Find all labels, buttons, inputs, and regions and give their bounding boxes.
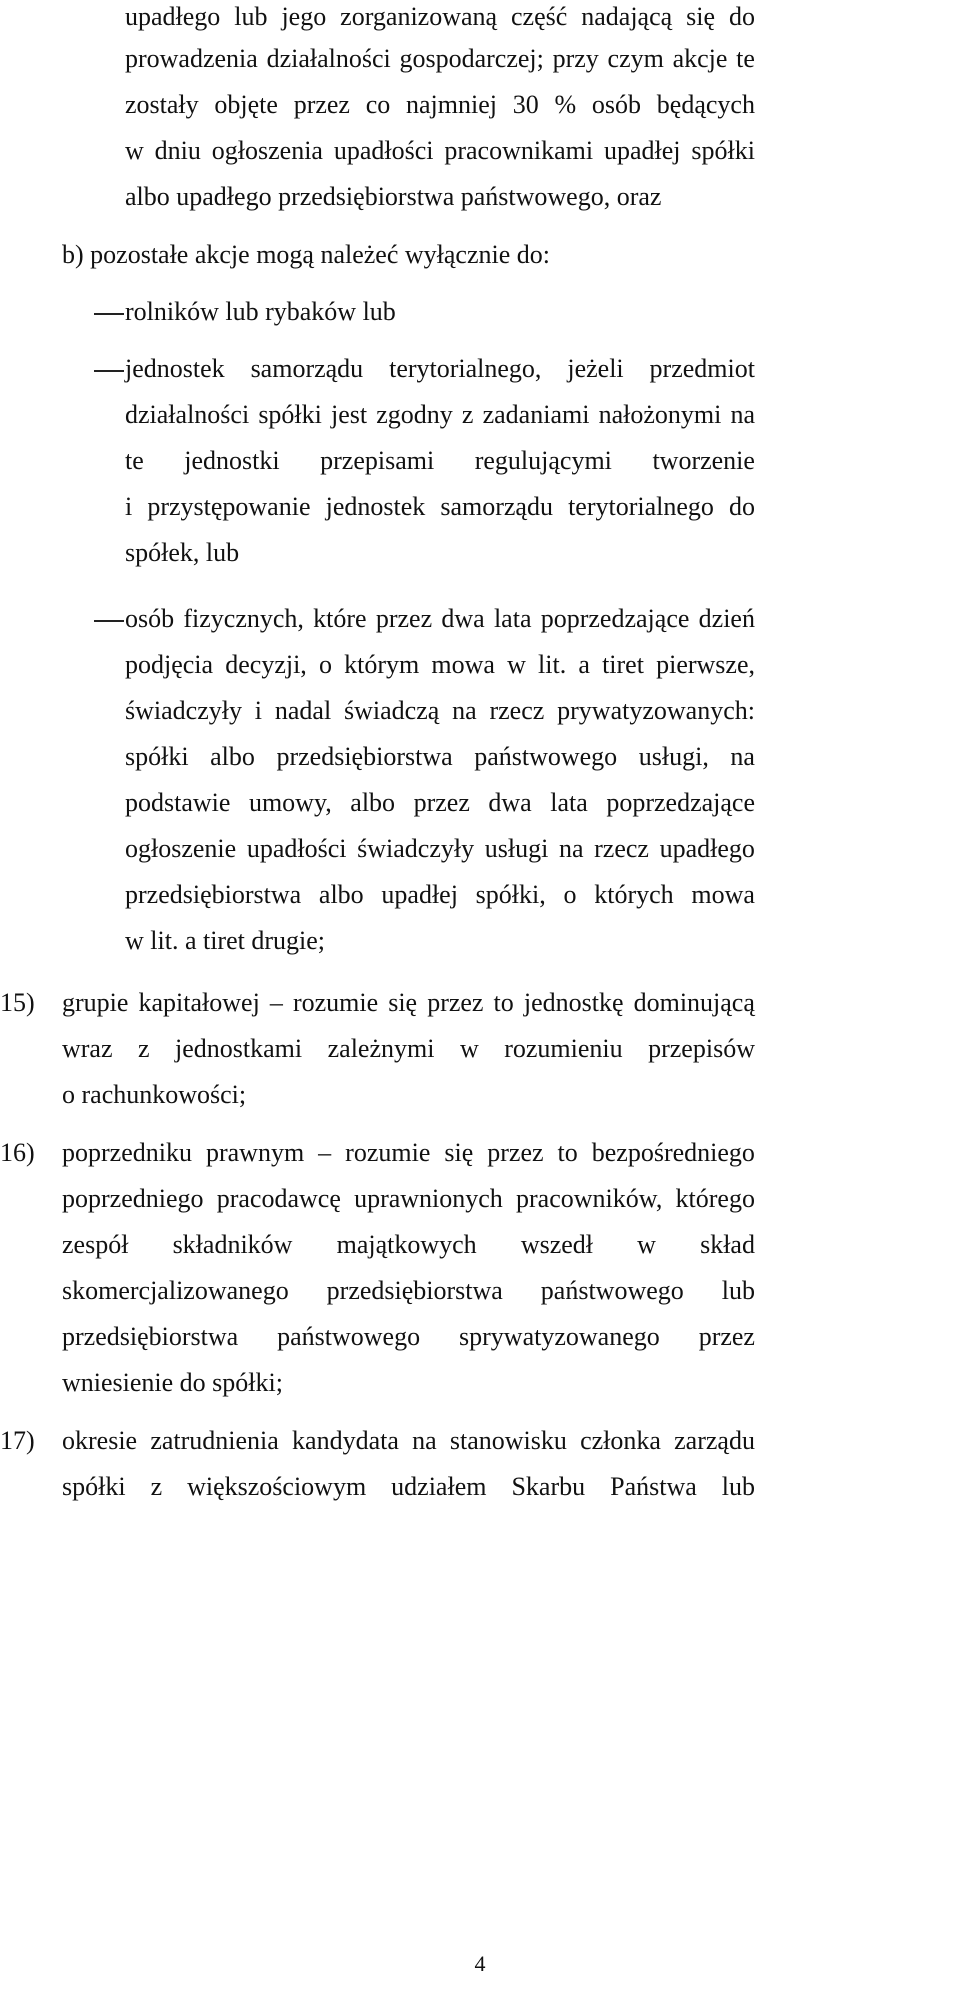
word: dominującą <box>633 988 755 1017</box>
word: lata <box>493 604 532 633</box>
word: rozumie <box>345 1138 431 1167</box>
item-number: 17) <box>0 1426 35 1455</box>
word: albo <box>210 742 255 771</box>
text-line <box>125 444 755 478</box>
word: jednostek <box>325 492 426 521</box>
word: prowadzenia <box>125 44 258 73</box>
word: zadaniami <box>482 400 590 429</box>
word: przez <box>375 604 433 633</box>
word: objęte <box>214 90 278 119</box>
word: spółki <box>125 742 189 771</box>
word: samorządu <box>440 492 553 521</box>
word: fizycznych, <box>183 604 304 633</box>
word: bezpośredniego <box>591 1138 755 1167</box>
text-line <box>125 602 755 636</box>
text-line <box>62 1470 755 1504</box>
word: nadal <box>274 696 332 725</box>
word: albo <box>350 788 396 817</box>
word: zatrudnienia <box>150 1426 279 1455</box>
word: spółki <box>258 400 322 429</box>
word: majątkowych <box>336 1230 477 1259</box>
word: podjęcia <box>125 650 214 679</box>
word: będących <box>656 90 755 119</box>
word: świadczyły <box>357 834 475 863</box>
text-line <box>125 648 755 682</box>
word: przedsiębiorstwa <box>125 880 302 909</box>
word: akcje <box>672 44 728 73</box>
dash-bullet <box>94 370 124 372</box>
word: poprzedzające <box>540 604 690 633</box>
word: przepisów <box>648 1034 755 1063</box>
word: samorządu <box>250 354 364 383</box>
word: jego <box>281 2 327 31</box>
word: państwowego <box>474 742 618 771</box>
text-line: spółek, lub <box>125 538 240 567</box>
word: przedmiot <box>649 354 755 383</box>
text-line <box>125 134 755 168</box>
word: lub <box>721 1472 755 1501</box>
word: decyzji, <box>225 650 307 679</box>
word: czym <box>607 44 664 73</box>
word: zgodny <box>376 400 453 429</box>
word: w <box>459 1034 479 1063</box>
text-line <box>125 694 755 728</box>
word: tworzenie <box>652 446 755 475</box>
word: upadłego <box>125 2 221 31</box>
word: okresie <box>62 1426 138 1455</box>
word: kandydata <box>292 1426 399 1455</box>
word: dzień <box>698 604 755 633</box>
word: stanowisku <box>449 1426 567 1455</box>
word: zależnymi <box>327 1034 435 1063</box>
word: upadłości <box>246 834 347 863</box>
word: sprywatyzowanego <box>459 1322 660 1351</box>
word: usługi <box>484 834 549 863</box>
word: te <box>125 446 144 475</box>
word: przez <box>427 988 484 1017</box>
word: podstawie <box>125 788 231 817</box>
page-number: 4 <box>474 1951 486 1976</box>
word: do <box>728 2 755 31</box>
word: z <box>150 1472 163 1501</box>
word: upadłej <box>381 880 458 909</box>
word: osób <box>591 90 642 119</box>
word: pierwsze, <box>656 650 755 679</box>
word: świadczyły <box>125 696 242 725</box>
word: zarządu <box>674 1426 755 1455</box>
word: grupie <box>62 988 129 1017</box>
text-line <box>125 0 755 34</box>
word: terytorialnego <box>568 492 714 521</box>
word: przy <box>552 44 599 73</box>
word: na <box>452 696 477 725</box>
word: pracodawcę <box>216 1184 341 1213</box>
word: dwa <box>441 604 485 633</box>
word: o <box>563 880 577 909</box>
word: jednostkę <box>523 988 624 1017</box>
word: rzecz <box>489 696 545 725</box>
word: z <box>138 1034 150 1063</box>
word: % <box>554 90 577 119</box>
word: na <box>730 742 755 771</box>
word: prawnym <box>205 1138 305 1167</box>
word: nadającą <box>581 2 673 31</box>
text-line: albo upadłego przedsiębiorstwa państwowego, oraz <box>125 182 662 211</box>
text-line: b) pozostałe akcje mogą należeć wyłącznie do: <box>62 240 550 269</box>
word: skomercjalizowanego <box>62 1276 289 1305</box>
word: przez <box>413 788 470 817</box>
text-line: o rachunkowości; <box>62 1080 247 1109</box>
word: spółki, <box>475 880 546 909</box>
word: na <box>558 834 584 863</box>
word: przystępowanie <box>147 492 311 521</box>
word: co <box>365 90 391 119</box>
word: państwowego <box>277 1322 421 1351</box>
word: Państwa <box>610 1472 697 1501</box>
text-line <box>62 1320 755 1354</box>
word: prywatyzowanych: <box>557 696 755 725</box>
word: zostały <box>125 90 199 119</box>
word: rozumie <box>292 988 379 1017</box>
word: część <box>511 2 568 31</box>
word: przez <box>487 1138 544 1167</box>
word: skład <box>700 1230 755 1259</box>
text-line: w lit. a tiret drugie; <box>125 926 326 955</box>
word: usługi, <box>638 742 709 771</box>
word: upadłości <box>333 136 434 165</box>
word: składników <box>172 1230 293 1259</box>
word: mowa <box>431 650 495 679</box>
word: tiret <box>602 650 644 679</box>
word: większościowym <box>187 1472 367 1501</box>
word: się <box>686 2 716 31</box>
word: poprzedzające <box>606 788 755 817</box>
word: kapitałowej <box>138 988 260 1017</box>
word: najmniej <box>406 90 497 119</box>
word: albo <box>318 880 364 909</box>
word: uprawnionych <box>354 1184 503 1213</box>
word: umowy, <box>248 788 332 817</box>
word: się <box>444 1138 474 1167</box>
word: świadczą <box>344 696 440 725</box>
text-line <box>125 740 755 774</box>
word: przedsiębiorstwa <box>62 1322 239 1351</box>
word: którym <box>344 650 420 679</box>
word: spółki <box>62 1472 126 1501</box>
text-line <box>62 986 755 1020</box>
word: upadłego <box>659 834 755 863</box>
word: ogłoszenie <box>125 834 237 863</box>
word: spółki <box>691 136 755 165</box>
word: upadłej <box>603 136 681 165</box>
text-line <box>125 352 755 386</box>
word: ogłoszenia <box>211 136 323 165</box>
word: w <box>507 650 526 679</box>
text-line <box>62 1032 755 1066</box>
word: przez <box>293 90 350 119</box>
word: gospodarczej; <box>399 44 544 73</box>
word: lata <box>550 788 588 817</box>
word: te <box>736 44 755 73</box>
word: Skarbu <box>511 1472 586 1501</box>
word: lub <box>721 1276 755 1305</box>
word: poprzedniego <box>62 1184 204 1213</box>
word: to <box>493 988 514 1017</box>
word: dniu <box>154 136 201 165</box>
word: które <box>313 604 367 633</box>
word: których <box>594 880 674 909</box>
word: z <box>461 400 474 429</box>
word: państwowego <box>540 1276 684 1305</box>
word: i <box>125 492 133 521</box>
word: terytorialnego, <box>389 354 542 383</box>
word: mowa <box>691 880 755 909</box>
word: regulującymi <box>474 446 612 475</box>
word: w <box>125 136 144 165</box>
word: lub <box>234 2 268 31</box>
word: nałożonymi <box>598 400 722 429</box>
text-line <box>125 832 755 866</box>
text-line <box>125 490 755 524</box>
word: udziałem <box>391 1472 487 1501</box>
word: a <box>578 650 590 679</box>
text-line <box>125 878 755 912</box>
word: przedsiębiorstwa <box>276 742 453 771</box>
word: działalności <box>266 44 391 73</box>
word: w <box>637 1230 656 1259</box>
word: przez <box>698 1322 755 1351</box>
word: zorganizowaną <box>340 2 498 31</box>
word: pracowników, <box>516 1184 663 1213</box>
text-line: wniesienie do spółki; <box>62 1368 283 1397</box>
text-line <box>125 42 755 76</box>
word: osób <box>125 604 175 633</box>
word: dwa <box>488 788 532 817</box>
word: wraz <box>62 1034 113 1063</box>
word: zespół <box>62 1230 129 1259</box>
word: jednostki <box>184 446 280 475</box>
word: lit. <box>538 650 567 679</box>
word: członka <box>580 1426 661 1455</box>
word: się <box>388 988 418 1017</box>
word: – <box>269 988 283 1017</box>
word: poprzedniku <box>62 1138 192 1167</box>
text-line <box>62 1228 755 1262</box>
word: rzecz <box>594 834 649 863</box>
word: przedsiębiorstwa <box>326 1276 503 1305</box>
word: pracownikami <box>444 136 594 165</box>
word: i <box>254 696 263 725</box>
word: jeżeli <box>567 354 624 383</box>
text-line <box>62 1274 755 1308</box>
text-line <box>125 786 755 820</box>
item-number: 15) <box>0 988 35 1017</box>
word: do <box>729 492 755 521</box>
text-line <box>62 1136 755 1170</box>
word: przepisami <box>320 446 435 475</box>
text-line <box>62 1182 755 1216</box>
word: na <box>412 1426 437 1455</box>
text-line: rolników lub rybaków lub <box>125 297 396 326</box>
item-number: 16) <box>0 1138 35 1167</box>
word: działalności <box>125 400 250 429</box>
word: wszedł <box>520 1230 594 1259</box>
word: jest <box>331 400 368 429</box>
word: na <box>730 400 755 429</box>
text-line <box>62 1424 755 1458</box>
text-line <box>125 88 755 122</box>
word: którego <box>675 1184 755 1213</box>
word: 30 <box>512 90 539 119</box>
dash-bullet <box>94 313 124 315</box>
word: rozumieniu <box>504 1034 623 1063</box>
word: o <box>318 650 332 679</box>
word: to <box>557 1138 578 1167</box>
word: jednostkami <box>175 1034 303 1063</box>
word: jednostek <box>125 354 225 383</box>
word: – <box>318 1138 332 1167</box>
dash-bullet <box>94 620 124 622</box>
text-line <box>125 398 755 432</box>
